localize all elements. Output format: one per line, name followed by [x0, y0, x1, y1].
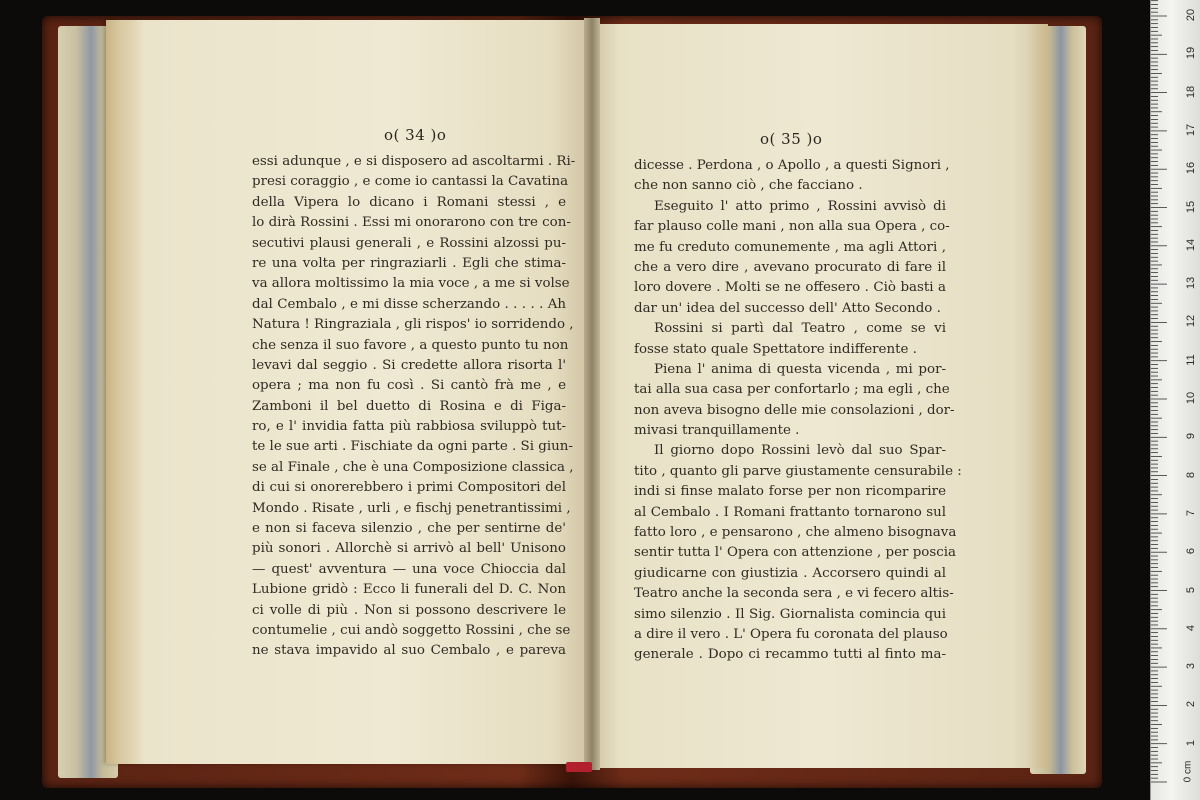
text-line: che a vero dire , avevano procurato di fare il: [634, 259, 946, 275]
text-line: che senza il suo favore , a questo punto tu non: [252, 337, 569, 353]
ruler-number: 17: [1185, 123, 1197, 137]
ruler-number: 14: [1185, 238, 1197, 251]
text-line: dicesse . Perdona , o Apollo , a questi Signori ,: [634, 158, 950, 173]
text-line: Teatro anche la seconda sera , e vi fecero altis-: [634, 586, 954, 602]
left-page-number: o( 34 )o: [384, 126, 447, 144]
text-line: va allora moltissimo la mia voce , a me si volse: [252, 276, 570, 292]
book-gutter: [584, 18, 600, 770]
ruler-number: 1: [1185, 739, 1197, 746]
ruler-unit-label: 0 cm: [1182, 760, 1194, 783]
text-line: te le sue arti . Fischiate da ogni parte . Si giun-: [252, 439, 573, 455]
text-line: tito , quanto gli parve giustamente censurabile :: [634, 463, 962, 479]
text-line: lo dirà Rossini . Essi mi onorarono con tre con-: [252, 215, 571, 231]
text-line: opera ; ma non fu così . Si cantò frà me , e: [252, 378, 566, 394]
text-line: Mondo . Risate , urli , e fischj penetrantissimi ,: [252, 500, 571, 516]
ruler-number: 2: [1185, 701, 1197, 708]
ruler-number: 9: [1185, 433, 1197, 440]
text-line: fosse stato quale Spettatore indifferente .: [634, 341, 917, 357]
text-line: contumelie , cui andò soggetto Rossini , che se: [252, 622, 571, 638]
text-line: generale . Dopo ci recammo tutti al finto ma-: [634, 647, 946, 663]
text-line: Natura ! Ringraziala , gli rispos' io sorridendo ,: [252, 317, 574, 333]
ruler-number: 3: [1185, 663, 1197, 670]
right-page-number: o( 35 )o: [760, 130, 823, 148]
text-line: re una volta per ringraziarli . Egli che stima-: [252, 255, 566, 271]
ruler-number: 19: [1185, 47, 1197, 60]
text-line: me fu creduto comunemente , ma agli Attori ,: [634, 239, 946, 255]
measurement-ruler: [1150, 0, 1200, 800]
text-line: che non sanno ciò , che facciano .: [634, 178, 863, 194]
left-page-text: [252, 152, 576, 662]
text-line: Zamboni il bel duetto di Rosina e di Figa-: [252, 398, 566, 414]
text-line: di cui si onorerebbero i primi Compositori del: [252, 480, 566, 496]
text-line: a dire il vero . L' Opera fu coronata del plauso: [634, 626, 948, 642]
ruler-number: 20: [1185, 8, 1197, 22]
text-line: loro dovere . Molti se ne offesero . Ciò basti a: [634, 280, 946, 296]
ruler-number: 6: [1185, 548, 1197, 555]
ruler-number: 8: [1185, 471, 1197, 478]
ruler-number: 13: [1185, 276, 1197, 290]
ruler-number: 11: [1185, 353, 1197, 366]
right-page-text: [634, 156, 962, 666]
ruler-number: 5: [1185, 586, 1197, 593]
ruler-number: 7: [1185, 509, 1197, 516]
text-line: mivasi tranquillamente .: [634, 423, 800, 439]
text-line: ci volle di più . Non si possono descrivere le: [252, 602, 566, 618]
text-line: Il giorno dopo Rossini levò dal suo Spar-: [654, 443, 946, 459]
text-line: ne stava impavido al suo Cembalo , e pareva: [252, 643, 566, 659]
ruler-number: 15: [1185, 200, 1197, 213]
text-line: essi adunque , e si disposero ad ascoltarmi . Ri-: [252, 154, 576, 169]
text-line: indi si finse malato forse per non ricomparire: [634, 484, 946, 500]
ruler-number: 12: [1185, 315, 1197, 328]
bookmark-ribbon: [566, 762, 592, 772]
text-line: sentir tutta l' Opera con attenzione , per poscia: [634, 545, 956, 561]
text-line: più sonori . Allorchè si arrivò al bell' Unisono: [252, 541, 566, 557]
text-line: Eseguito l' atto primo , Rossini avvisò di: [654, 198, 946, 214]
ruler-number: 10: [1185, 391, 1197, 405]
text-line: e non si faceva silenzio , che per sentirne de': [252, 521, 566, 537]
ruler-number: 16: [1185, 162, 1197, 175]
text-line: tai alla sua casa per confortarlo ; ma egli , che: [634, 382, 950, 398]
text-line: non aveva bisogno delle mie consolazioni , dor-: [634, 402, 955, 418]
text-line: dal Cembalo , e mi disse scherzando . . . . . Ah: [252, 296, 566, 312]
text-line: dar un' idea del successo dell' Atto Secondo .: [634, 300, 941, 316]
text-line: ro, e l' invidia fatta più rabbiosa sviluppò tut-: [252, 419, 566, 435]
text-line: simo silenzio . Il Sig. Giornalista comincia qui: [634, 606, 946, 622]
text-line: levavi dal seggio . Si credette allora risorta l': [252, 357, 566, 373]
ruler-number: 4: [1185, 624, 1197, 631]
text-line: Lubione gridò : Ecco li funerali del D. C. Non: [252, 582, 566, 598]
text-line: fatto loro , e pensarono , che almeno bisognava: [634, 525, 957, 541]
text-line: giudicarne con giustizia . Accorsero quindi al: [634, 565, 946, 581]
ruler-number: 18: [1185, 85, 1197, 98]
text-line: se al Finale , che è una Composizione classica ,: [252, 459, 574, 475]
text-line: della Vipera lo dicano i Romani stessi , e: [252, 194, 566, 210]
text-line: Rossini si partì dal Teatro , come se vi: [654, 321, 946, 337]
text-line: secutivi plausi generali , e Rossini alzossi pu-: [252, 235, 566, 251]
text-line: — quest' avventura — una voce Chioccia dal: [252, 561, 566, 577]
text-line: far plauso colle mani , non alla sua Opera , co-: [634, 219, 950, 235]
text-line: presi coraggio , e come io cantassi la Cavatina: [252, 174, 569, 190]
text-line: al Cembalo . I Romani frattanto tornarono sul: [634, 504, 946, 520]
text-line: Piena l' anima di questa vicenda , mi por-: [654, 361, 946, 377]
